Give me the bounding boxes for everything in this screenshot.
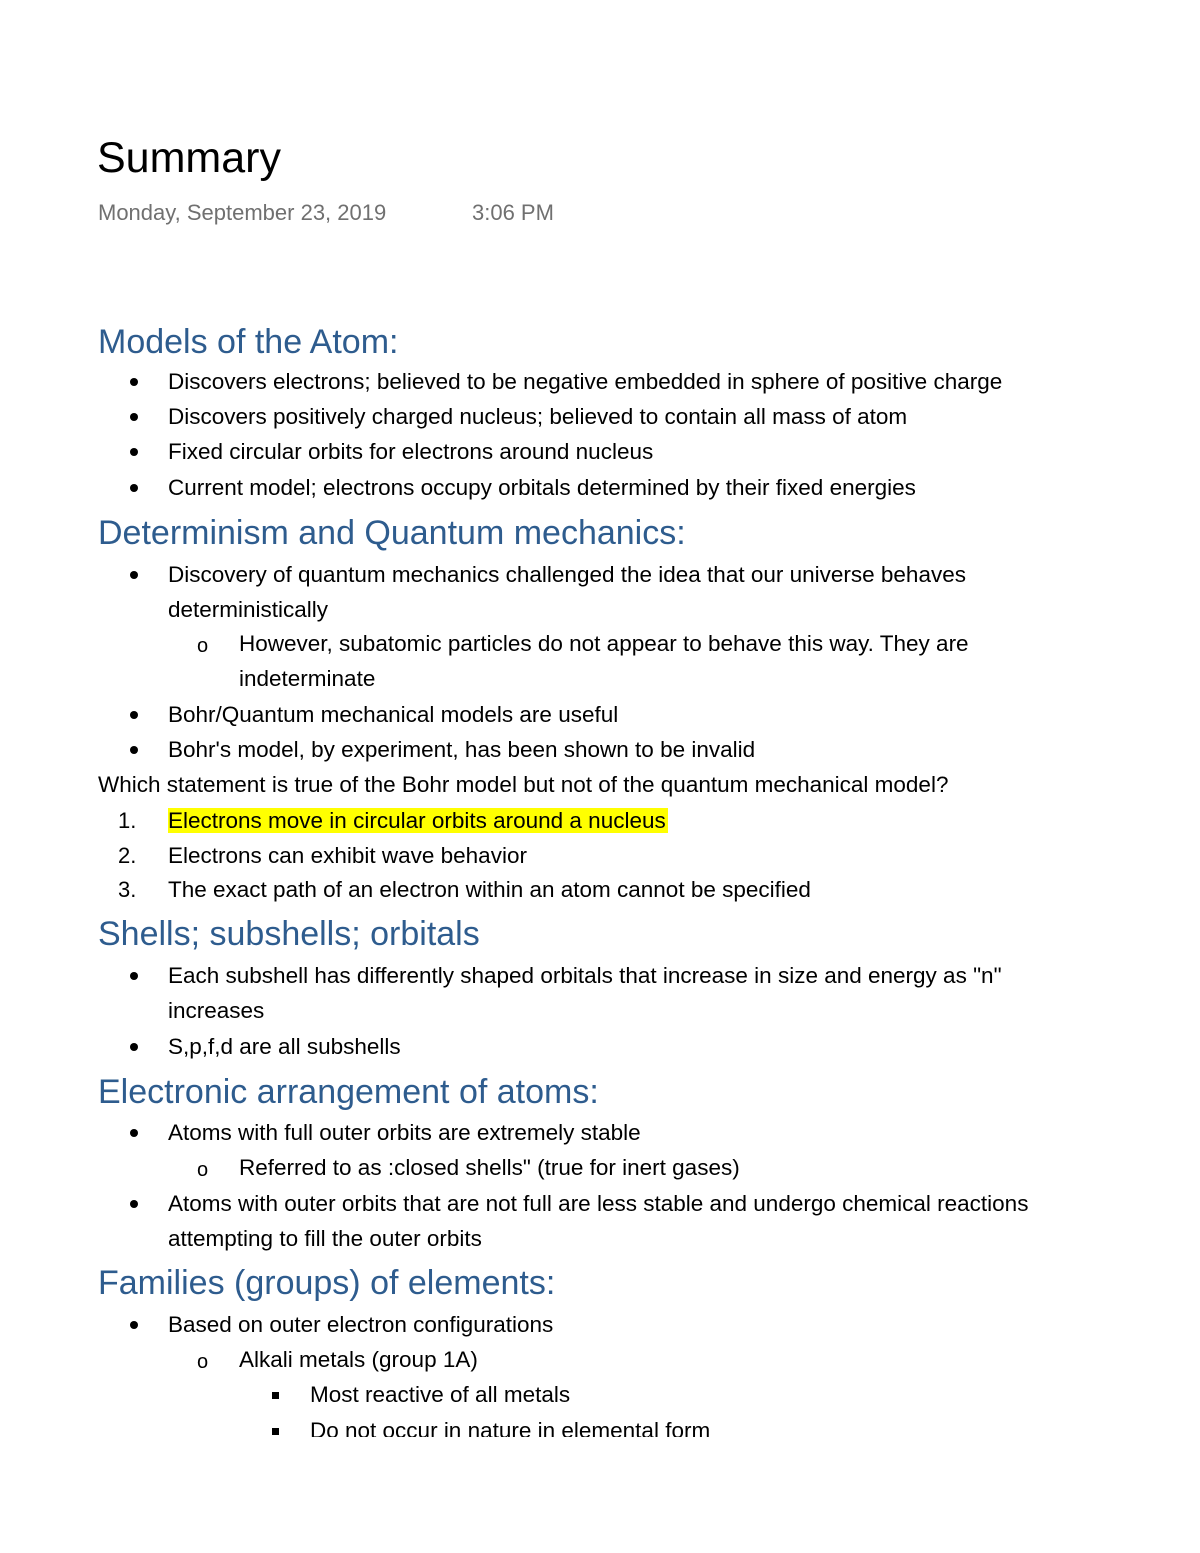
- list-item: Each subshell has differently shaped orbitals that increase in size and energy as "n": [168, 963, 1002, 988]
- list-item: Discovers electrons; believed to be negative embedded in sphere of positive charge: [168, 369, 1003, 394]
- list-item: S,p,f,d are all subshells: [168, 1034, 401, 1059]
- bullet-icon: [130, 484, 138, 492]
- bullet-icon: [130, 1200, 138, 1208]
- page-title: Summary: [97, 134, 281, 182]
- question-text: Which statement is true of the Bohr model but not of the quantum mechanical model?: [98, 772, 949, 797]
- bullet-icon: [130, 1043, 138, 1051]
- list-item: Based on outer electron configurations: [168, 1312, 554, 1337]
- option-item: The exact path of an electron within an atom cannot be specified: [168, 877, 811, 902]
- option-number: 2.: [118, 843, 137, 868]
- bullet-icon: [130, 378, 138, 386]
- circle-bullet-icon: o: [197, 635, 209, 657]
- sub-sub-list-item: Most reactive of all metals: [310, 1382, 571, 1407]
- highlighted-text: Electrons move in circular orbits around a nucleus: [168, 808, 666, 833]
- list-item: Current model; electrons occupy orbitals determined by their fixed energies: [168, 475, 916, 500]
- sub-list-item: Alkali metals (group 1A): [239, 1347, 478, 1372]
- list-item: Discovery of quantum mechanics challenged the idea that our universe behaves: [168, 562, 966, 587]
- heading-families-groups: Families (groups) of elements:: [98, 1264, 556, 1302]
- page-time: 3:06 PM: [472, 200, 554, 225]
- bullet-icon: [130, 571, 138, 579]
- circle-bullet-icon: o: [197, 1159, 209, 1181]
- heading-electronic-arrangement: Electronic arrangement of atoms:: [98, 1073, 599, 1111]
- list-item: Fixed circular orbits for electrons around nucleus: [168, 439, 654, 464]
- bullet-icon: [130, 711, 138, 719]
- sub-list-item: Referred to as :closed shells" (true for inert gases): [239, 1155, 740, 1180]
- option-number: 3.: [118, 877, 137, 902]
- sub-list-item-continuation: indeterminate: [239, 666, 376, 691]
- list-item: Bohr/Quantum mechanical models are useful: [168, 702, 619, 727]
- square-bullet-icon: [272, 1392, 279, 1399]
- bullet-icon: [130, 746, 138, 754]
- circle-bullet-icon: o: [197, 1351, 209, 1373]
- heading-determinism-quantum: Determinism and Quantum mechanics:: [98, 514, 686, 552]
- bullet-icon: [130, 1321, 138, 1329]
- list-item-continuation: attempting to fill the outer orbits: [168, 1226, 482, 1251]
- list-item: Atoms with full outer orbits are extremely stable: [168, 1120, 641, 1145]
- list-item: Bohr's model, by experiment, has been shown to be invalid: [168, 737, 756, 762]
- bullet-icon: [130, 413, 138, 421]
- square-bullet-icon: [272, 1428, 279, 1435]
- heading-shells-subshells: Shells; subshells; orbitals: [98, 915, 480, 953]
- bullet-icon: [130, 448, 138, 456]
- heading-models-of-atom: Models of the Atom:: [98, 323, 399, 361]
- option-item: Electrons can exhibit wave behavior: [168, 843, 527, 868]
- bullet-icon: [130, 1129, 138, 1137]
- list-item: Atoms with outer orbits that are not full are less stable and undergo chemical reactions: [168, 1191, 1029, 1216]
- bullet-icon: [130, 972, 138, 980]
- list-item-continuation: increases: [168, 998, 265, 1023]
- sub-list-item: However, subatomic particles do not appear to behave this way. They are: [239, 631, 969, 656]
- option-number: 1.: [118, 808, 137, 833]
- option-item-highlighted: [168, 806, 668, 836]
- sub-sub-list-item: Do not occur in nature in elemental form: [310, 1418, 711, 1437]
- list-item-continuation: deterministically: [168, 597, 329, 622]
- list-item: Discovers positively charged nucleus; believed to contain all mass of atom: [168, 404, 908, 429]
- page-date: Monday, September 23, 2019: [98, 200, 387, 225]
